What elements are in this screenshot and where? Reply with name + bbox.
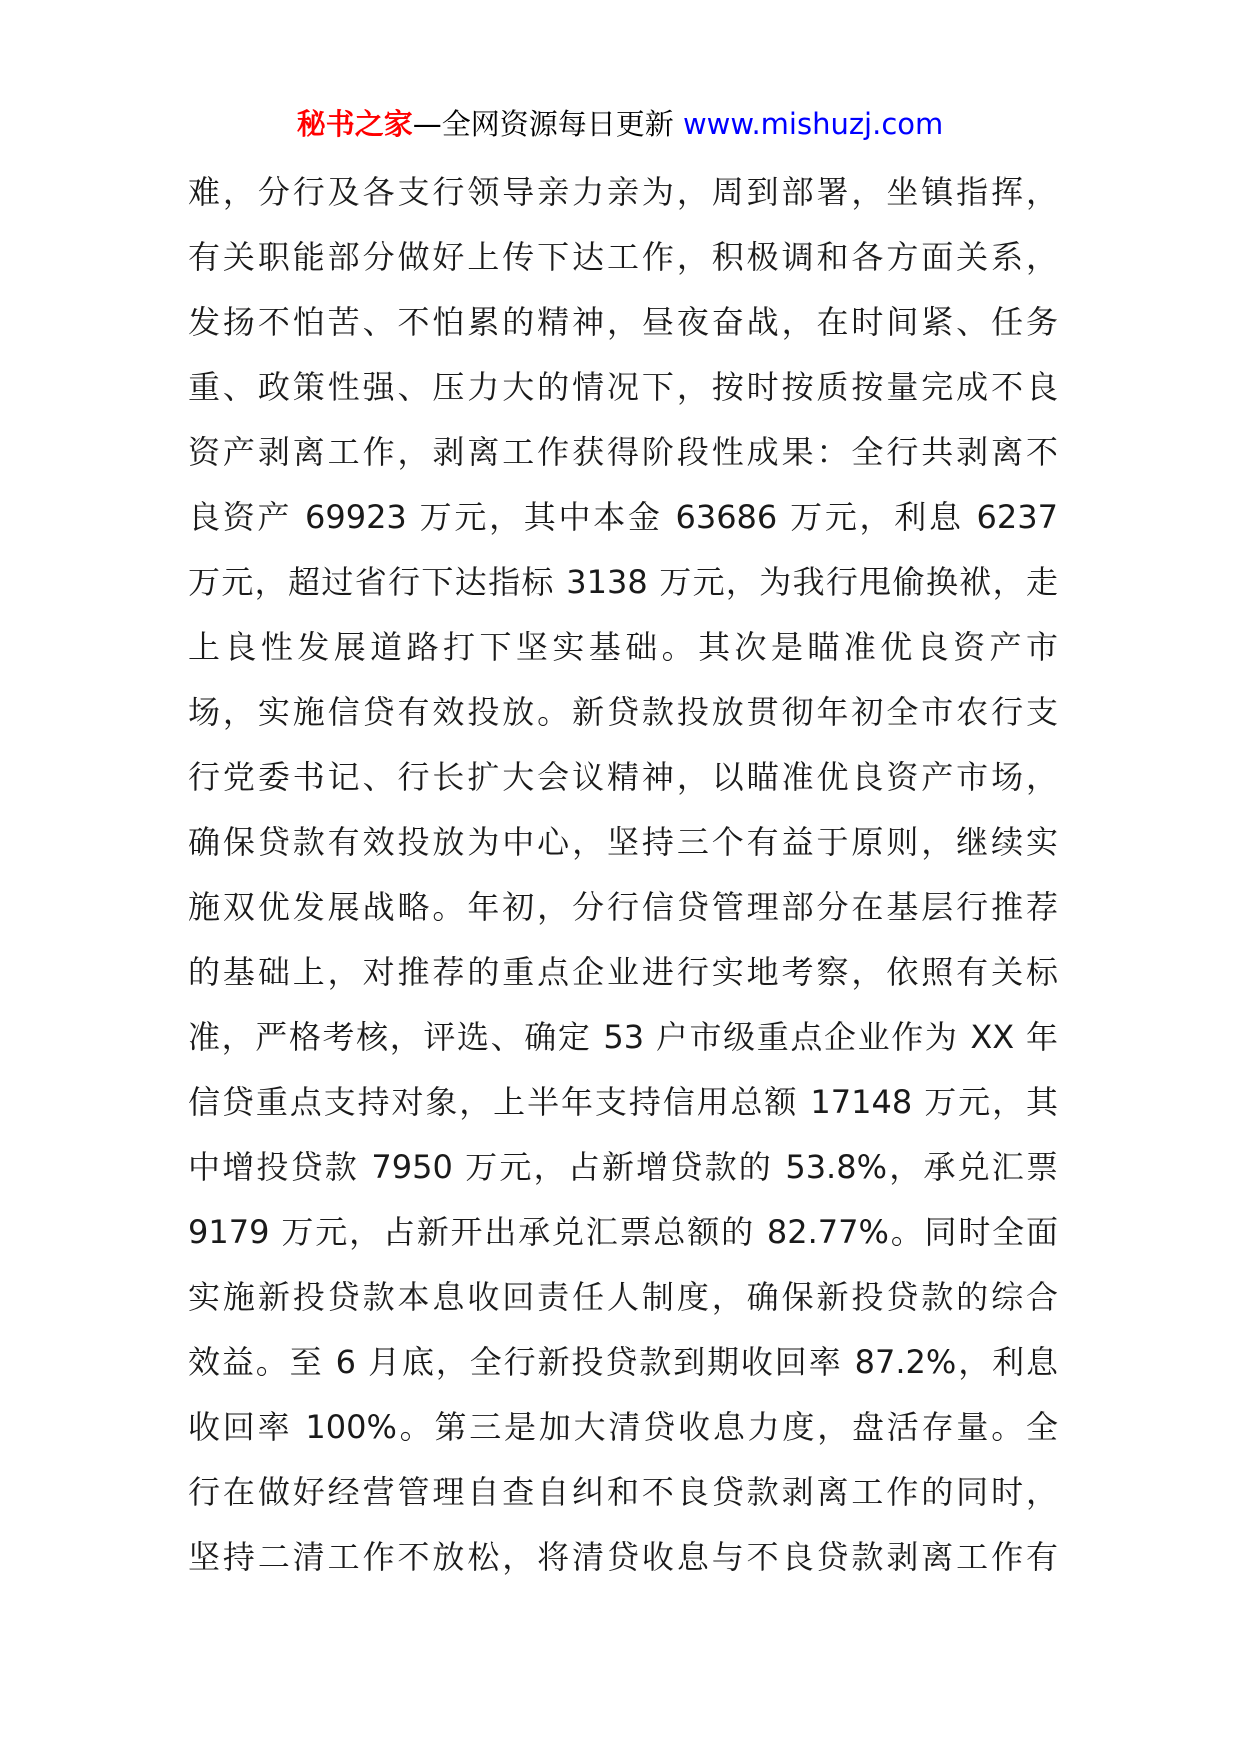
text-line: 的基础上，对推荐的重点企业进行实地考察，依照有关标 [188, 953, 1058, 991]
header-site-link[interactable]: www.mishuzj.com [682, 107, 944, 141]
header-tagline: —全网资源每日更新 [412, 107, 683, 141]
text-line: 效益。至 6 月底，全行新投贷款到期收回率 87.2%，利息 [188, 1343, 1058, 1381]
text-line: 中增投贷款 7950 万元，占新增贷款的 53.8%，承兑汇票 [188, 1148, 1058, 1186]
header-brand: 秘书之家 [296, 107, 413, 141]
text-line: 信贷重点支持对象，上半年支持信用总额 17148 万元，其 [188, 1083, 1058, 1121]
text-line: 实施新投贷款本息收回责任人制度，确保新投贷款的综合 [188, 1278, 1058, 1316]
text-line: 行在做好经营管理自查自纠和不良贷款剥离工作的同时， [188, 1473, 1058, 1511]
text-line: 发扬不怕苦、不怕累的精神，昼夜奋战，在时间紧、任务 [188, 303, 1058, 341]
text-line: 行党委书记、行长扩大会议精神，以瞄准优良资产市场， [188, 758, 1058, 796]
text-line: 确保贷款有效投放为中心，坚持三个有益于原则，继续实 [188, 823, 1058, 861]
text-line: 资产剥离工作，剥离工作获得阶段性成果：全行共剥离不 [188, 433, 1058, 471]
text-line: 准，严格考核，评选、确定 53 户市级重点企业作为 XX 年 [188, 1018, 1058, 1056]
page-header [0, 102, 1240, 146]
text-line: 良资产 69923 万元，其中本金 63686 万元，利息 6237 [188, 498, 1058, 536]
text-line: 万元，超过省行下达指标 3138 万元，为我行甩偷换袱，走 [188, 563, 1058, 601]
text-line: 有关职能部分做好上传下达工作，积极调和各方面关系， [188, 238, 1058, 276]
text-line: 上良性发展道路打下坚实基础。其次是瞄准优良资产市 [188, 628, 1058, 666]
text-line: 坚持二清工作不放松，将清贷收息与不良贷款剥离工作有 [188, 1538, 1058, 1576]
text-line: 施双优发展战略。年初，分行信贷管理部分在基层行推荐 [188, 888, 1058, 926]
text-line: 重、政策性强、压力大的情况下，按时按质按量完成不良 [188, 368, 1058, 406]
text-line: 场，实施信贷有效投放。新贷款投放贯彻年初全市农行支 [188, 693, 1058, 731]
text-line: 9179 万元，占新开出承兑汇票总额的 82.77%。同时全面 [188, 1213, 1058, 1251]
text-line: 难，分行及各支行领导亲力亲为，周到部署，坐镇指挥， [188, 173, 1058, 211]
body-paragraph [188, 160, 1058, 1590]
text-line: 收回率 100%。第三是加大清贷收息力度，盘活存量。全 [188, 1408, 1058, 1446]
